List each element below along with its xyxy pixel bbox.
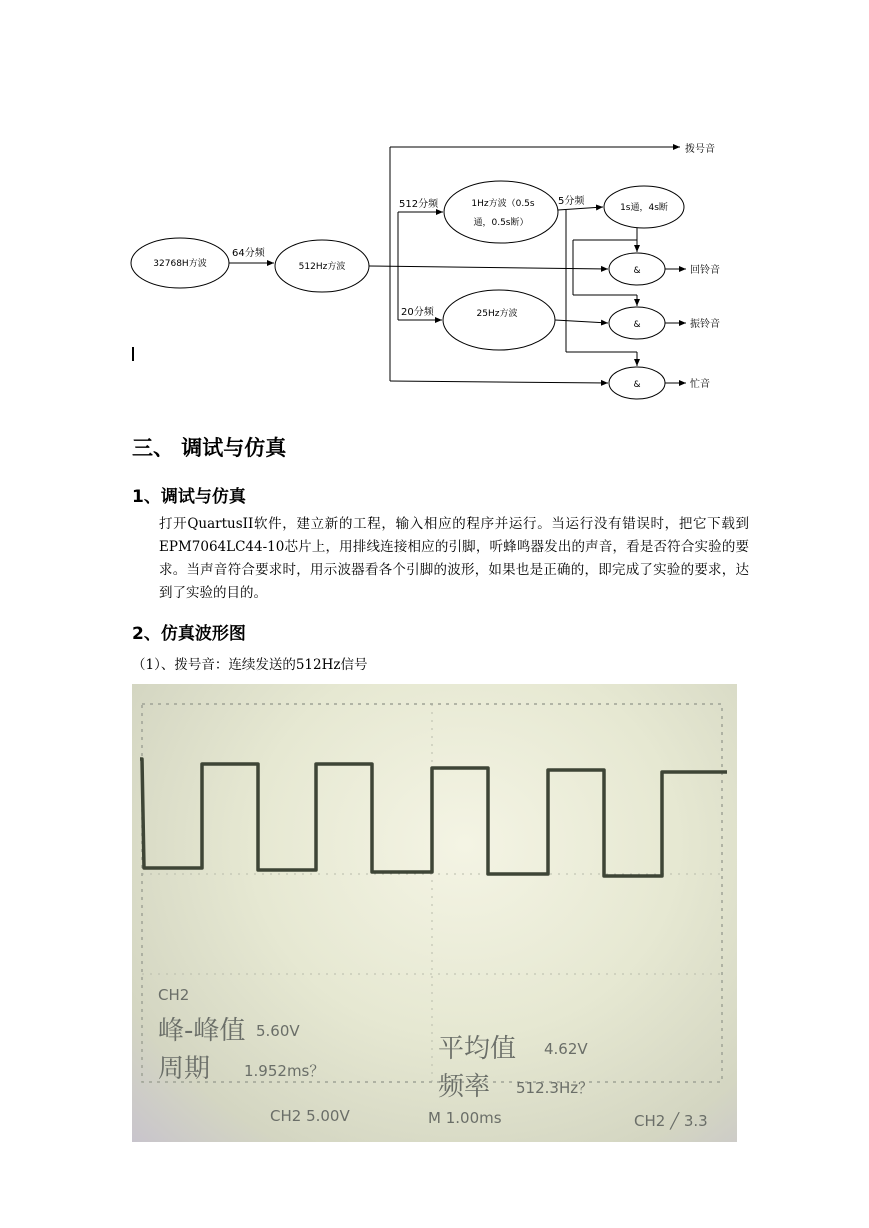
node-25hz-label: 25Hz方波: [476, 309, 518, 319]
subsection-2-heading: 2、仿真波形图: [132, 624, 246, 644]
section-heading: 三、 调试与仿真: [132, 436, 287, 460]
scope-mean-value: 4.62V: [544, 1040, 588, 1058]
square-wave-trace: [140, 759, 727, 876]
node-25hz: [443, 290, 555, 350]
scope-mean-label: 平均值: [438, 1034, 517, 1064]
oscilloscope-screen: [132, 684, 737, 1142]
div512-label: 512分频: [399, 199, 439, 210]
scope-pkpk-value: 5.60V: [256, 1022, 300, 1040]
node-1hz-label-line1: 1Hz方波（0.5s: [471, 199, 535, 209]
scope-channel: CH2: [158, 986, 190, 1004]
output-ring-tone: 振铃音: [690, 319, 720, 330]
node-1s-label: 1s通，4s断: [620, 203, 668, 213]
scope-period-value: 1.952ms？: [244, 1062, 325, 1080]
div20-label: 20分频: [401, 307, 434, 318]
node-1hz: [444, 181, 558, 243]
scope-period-label: 周期: [158, 1054, 211, 1084]
node-512hz-label: 512Hz方波: [298, 262, 346, 272]
and2-label: &: [633, 320, 641, 330]
node-32768hz-label: 32768H方波: [153, 259, 207, 269]
scope-freq-value: 512.3Hz？: [516, 1079, 594, 1097]
output-dial-tone: 拨号音: [685, 144, 715, 155]
frequency-divider-diagram: [0, 0, 869, 410]
and3-label: &: [633, 380, 641, 390]
and1-label: &: [633, 266, 641, 276]
subsection-1-paragraph: 打开QuartusII软件，建立新的工程，输入相应的程序并运行。当运行没有错误时，把它下载到EPM7064LC44-10芯片上，用排线连接相应的引脚，听蜂鸣器发出的声音，看是否符合实验的要求。当声音符合要求时，用示波器看各个引脚的波形，如果也是正确的，即完成了实验的要求，达到了实验的目的。: [159, 516, 749, 601]
div5-label: 5分频: [558, 196, 585, 207]
div64-label: 64分频: [232, 248, 265, 259]
scope-trigger: CH2 ╱ 3.3: [634, 1112, 708, 1130]
figure-caption: （1）、拨号音：连续发送的512Hz信号: [132, 657, 368, 673]
output-busy-tone: 忙音: [690, 379, 710, 390]
text-cursor: [132, 347, 134, 361]
scope-channel-scale: CH2 5.00V: [270, 1107, 350, 1125]
scope-time-scale: M 1.00ms: [428, 1109, 502, 1127]
scope-freq-label: 频率: [438, 1072, 491, 1102]
scope-pkpk-label: 峰-峰值: [158, 1016, 246, 1046]
node-1hz-label-line2: 通，0.5s断）: [473, 218, 529, 228]
oscilloscope-photo: [132, 684, 737, 1142]
subsection-1-heading: 1、调试与仿真: [132, 487, 246, 507]
output-ringback-tone: 回铃音: [690, 265, 720, 276]
